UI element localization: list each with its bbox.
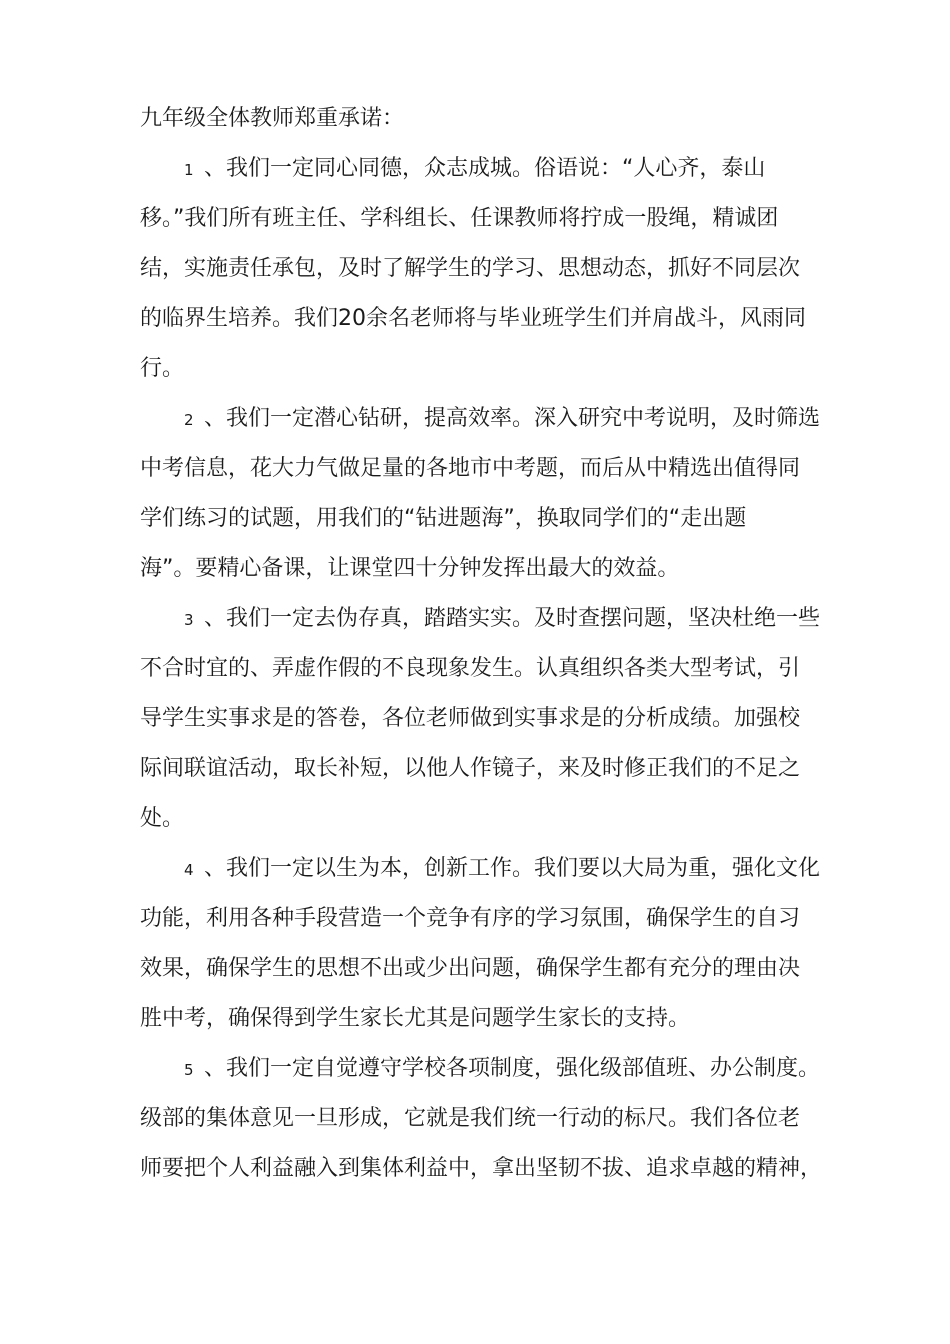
- paragraph-line: [140, 1044, 820, 1094]
- paragraph-text: 、我们一定同心同德，众志成城。俗语说：“人心齐，泰山: [204, 156, 766, 181]
- paragraph-number: 1: [184, 161, 194, 179]
- paragraph-line: 胜中考，确保得到学生家长尤其是问题学生家长的支持。: [140, 1006, 691, 1031]
- paragraph-line: 师要把个人利益融入到集体利益中，拿出坚韧不拔、追求卓越的精神，: [140, 1156, 823, 1181]
- paragraph-number: 4: [184, 861, 194, 879]
- paragraph-line: 结，实施责任承包，及时了解学生的学习、思想动态，抓好不同层次: [140, 256, 801, 281]
- paragraph-line: [140, 144, 820, 194]
- paragraph-3: [140, 594, 820, 844]
- document-heading: 九年级全体教师郑重承诺：: [140, 106, 405, 131]
- paragraph-line: 效果，确保学生的思想不出或少出问题，确保学生都有充分的理由决: [140, 956, 801, 981]
- paragraph-line: 级部的集体意见一旦形成，它就是我们统一行动的标尺。我们各位老: [140, 1106, 801, 1131]
- paragraph-text: 、我们一定以生为本，创新工作。我们要以大局为重，强化文化: [204, 856, 821, 881]
- paragraph-line: 处。: [140, 806, 185, 831]
- paragraph-line: 行。: [140, 356, 185, 381]
- paragraph-line: 不合时宜的、弄虚作假的不良现象发生。认真组织各类大型考试，引: [140, 656, 801, 681]
- paragraph-number: 2: [184, 411, 194, 429]
- paragraph-line: 移。”我们所有班主任、学科组长、任课教师将拧成一股绳，精诚团: [140, 206, 779, 231]
- paragraph-line: [140, 394, 820, 444]
- paragraph-line: 中考信息，花大力气做足量的各地市中考题，而后从中精选出值得同: [140, 456, 801, 481]
- paragraph-5: [140, 1044, 823, 1194]
- paragraph-list: [140, 144, 823, 1194]
- paragraph-1: [140, 144, 820, 394]
- paragraph-4: [140, 844, 820, 1044]
- paragraph-line: 海”。要精心备课，让课堂四十分钟发挥出最大的效益。: [140, 556, 680, 581]
- paragraph-number: 5: [184, 1061, 194, 1079]
- paragraph-number: 3: [184, 611, 194, 629]
- paragraph-line: 功能，利用各种手段营造一个竞争有序的学习氛围，确保学生的自习: [140, 906, 801, 931]
- paragraph-2: [140, 394, 820, 594]
- paragraph-text: 、我们一定去伪存真，踏踏实实。及时查摆问题，坚决杜绝一些: [204, 606, 821, 631]
- paragraph-line: 际间联谊活动，取长补短，以他人作镜子，来及时修正我们的不足之: [140, 756, 801, 781]
- paragraph-text: 、我们一定潜心钻研，提高效率。深入研究中考说明，及时筛选: [204, 406, 821, 431]
- paragraph-line: [140, 594, 820, 644]
- paragraph-line: 学们练习的试题，用我们的“钻进题海”，换取同学们的“走出题: [140, 506, 747, 531]
- paragraph-text: 、我们一定自觉遵守学校各项制度，强化级部值班、办公制度。: [204, 1056, 821, 1081]
- paragraph-line: 导学生实事求是的答卷，各位老师做到实事求是的分析成绩。加强校: [140, 706, 801, 731]
- document-body: [140, 94, 823, 1194]
- paragraph-line: 的临界生培养。我们20余名老师将与毕业班学生们并肩战斗，风雨同: [140, 306, 806, 331]
- paragraph-line: [140, 844, 820, 894]
